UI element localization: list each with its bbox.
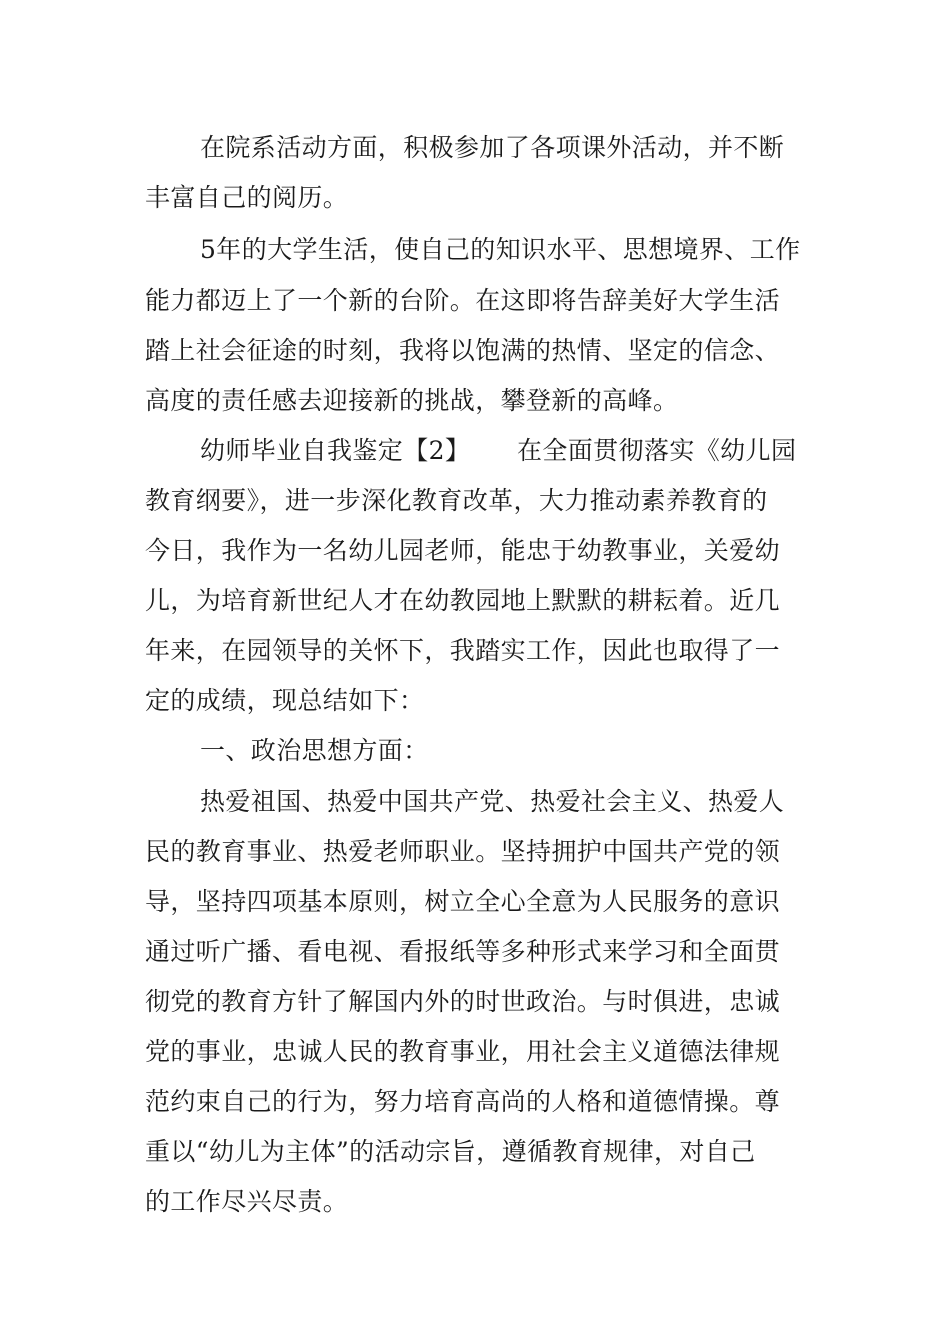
subsection-heading: 一、政治思想方面：	[200, 736, 429, 765]
text-line: 教育纲要》，进一步深化教育改革，大力推动素养教育的	[145, 486, 768, 515]
section-heading-line: 幼师毕业自我鉴定【2】 在全面贯彻落实《幼儿园	[200, 436, 797, 465]
text-line: 5年的大学生活，使自己的知识水平、思想境界、工作	[200, 235, 801, 264]
text-line: 民的教育事业、热爱老师职业。坚持拥护中国共产党的领	[145, 837, 781, 866]
text-line: 彻党的教育方针了解国内外的时世政治。与时俱进，忠诚	[145, 987, 781, 1016]
text-line: 的工作尽兴尽责。	[145, 1187, 349, 1216]
text-line: 通过听广播、看电视、看报纸等多种形式来学习和全面贯	[145, 937, 781, 966]
text-line: 重以“幼儿为主体”的活动宗旨，遵循教育规律，对自己	[145, 1137, 756, 1166]
text-line: 导，坚持四项基本原则，树立全心全意为人民服务的意识	[145, 887, 781, 916]
text-line: 能力都迈上了一个新的台阶。在这即将告辞美好大学生活	[145, 286, 781, 315]
text-line: 儿，为培育新世纪人才在幼教园地上默默的耕耘着。近几	[145, 586, 781, 615]
text-line: 踏上社会征途的时刻，我将以饱满的热情、坚定的信念、	[145, 336, 781, 365]
text-line: 年来，在园领导的关怀下，我踏实工作，因此也取得了一	[145, 636, 781, 665]
text-line: 党的事业，忠诚人民的教育事业，用社会主义道德法律规	[145, 1037, 781, 1066]
text-line: 在院系活动方面，积极参加了各项课外活动，并不断	[200, 133, 785, 162]
text-line: 热爱祖国、热爱中国共产党、热爱社会主义、热爱人	[200, 787, 785, 816]
text-line: 今日，我作为一名幼儿园老师，能忠于幼教事业，关爱幼	[145, 536, 781, 565]
text-line: 范约束自己的行为，努力培育高尚的人格和道德情操。尊	[145, 1087, 781, 1116]
text-line: 丰富自己的阅历。	[145, 183, 349, 212]
text-line: 定的成绩，现总结如下：	[145, 686, 425, 715]
text-line: 高度的责任感去迎接新的挑战，攀登新的高峰。	[145, 386, 679, 415]
